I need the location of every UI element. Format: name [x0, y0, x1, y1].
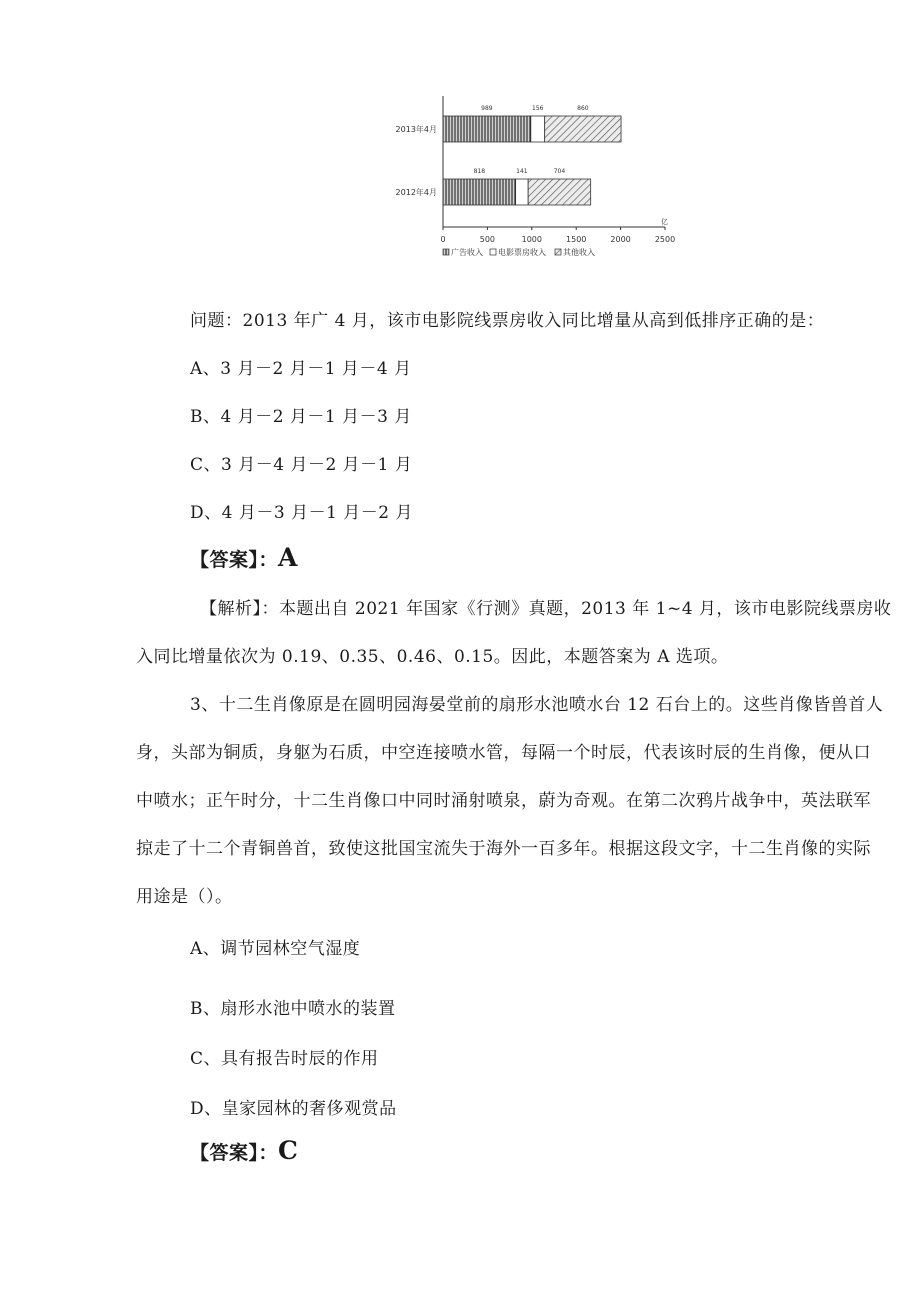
question-option-b: B、4 月－2 月－1 月－3 月: [190, 407, 412, 427]
answer-2: [190, 1136, 298, 1165]
x-tick-label: 1500: [566, 235, 587, 244]
category-label: 2013年4月: [395, 125, 437, 134]
bar-segment: [528, 179, 591, 205]
bar-segment: [443, 116, 531, 142]
answer-1-value: A: [278, 543, 298, 572]
question-stem: 问题：2013 年广 4 月，该市电影院线票房收入同比增量从高到低排序正确的是：: [190, 311, 825, 331]
data-label: 141: [516, 168, 528, 175]
data-label: 860: [577, 105, 589, 112]
data-label: 156: [532, 105, 544, 112]
q3-line-2: 身，头部为铜质，身躯为石质，中空连接喷水管，每隔一个时辰，代表该时辰的生肖像，便从口: [136, 743, 871, 763]
q3-line-4: 掠走了十二个青铜兽首，致使这批国宝流失于海外一百多年。根据这段文字，十二生肖像的实际: [136, 839, 871, 859]
q3-line-3: 中喷水；正午时分，十二生肖像口中同时涌射喷泉，蔚为奇观。在第二次鸦片战争中，英法联军: [136, 791, 871, 811]
x-tick-label: 1000: [521, 235, 542, 244]
stacked-bar-chart: [385, 92, 675, 267]
legend-swatch: [443, 249, 449, 255]
legend-label: 广告收入: [451, 248, 483, 257]
data-label: 704: [553, 168, 566, 175]
q3-option-c: C、具有报告时辰的作用: [190, 1049, 379, 1069]
q3-option-a: A、调节园林空气湿度: [190, 939, 361, 959]
data-label: 818: [473, 168, 486, 175]
answer-2-value: C: [278, 1136, 299, 1165]
q3-line-1: 3、十二生肖像原是在圆明园海晏堂前的扇形水池喷水台 12 石台上的。这些肖像皆兽首人: [190, 695, 884, 715]
legend-swatch: [490, 249, 496, 255]
analysis-line-1: 【解析】：本题出自 2021 年国家《行测》真题，2013 年 1~4 月，该市电影院线票房收: [200, 599, 892, 619]
data-label: 989: [481, 105, 493, 112]
q3-option-d: D、皇家园林的奢侈观赏品: [190, 1099, 397, 1119]
category-label: 2012年4月: [395, 188, 437, 197]
analysis-line-2: 入同比增量依次为 0.19、0.35、0.46、0.15。因此，本题答案为 A 选项。: [136, 647, 729, 667]
question-option-a: A、3 月－2 月－1 月－4 月: [190, 359, 412, 379]
x-tick-label: 500: [479, 235, 496, 244]
legend-label: 其他收入: [563, 248, 595, 257]
answer-1: [190, 543, 298, 572]
chart-svg: [385, 92, 675, 267]
x-axis-unit: 亿: [661, 218, 668, 226]
q3-line-5: 用途是（）。: [136, 887, 233, 907]
question-option-d: D、4 月－3 月－1 月－2 月: [190, 503, 414, 523]
bar-segment: [545, 116, 621, 142]
x-tick-label: 0: [440, 235, 446, 244]
answer-1-label: 【答案】：: [190, 549, 279, 571]
q3-option-b: B、扇形水池中喷水的装置: [190, 999, 396, 1019]
question-option-c: C、3 月－4 月－2 月－1 月: [190, 455, 413, 475]
bar-segment: [516, 179, 529, 205]
x-tick-label: 2500: [654, 235, 675, 244]
legend-swatch: [555, 249, 561, 255]
x-tick-label: 2000: [610, 235, 631, 244]
bar-segment: [443, 179, 516, 205]
legend-label: 电影票房收入: [498, 248, 546, 257]
answer-2-label: 【答案】：: [190, 1142, 279, 1164]
bar-segment: [531, 116, 545, 142]
